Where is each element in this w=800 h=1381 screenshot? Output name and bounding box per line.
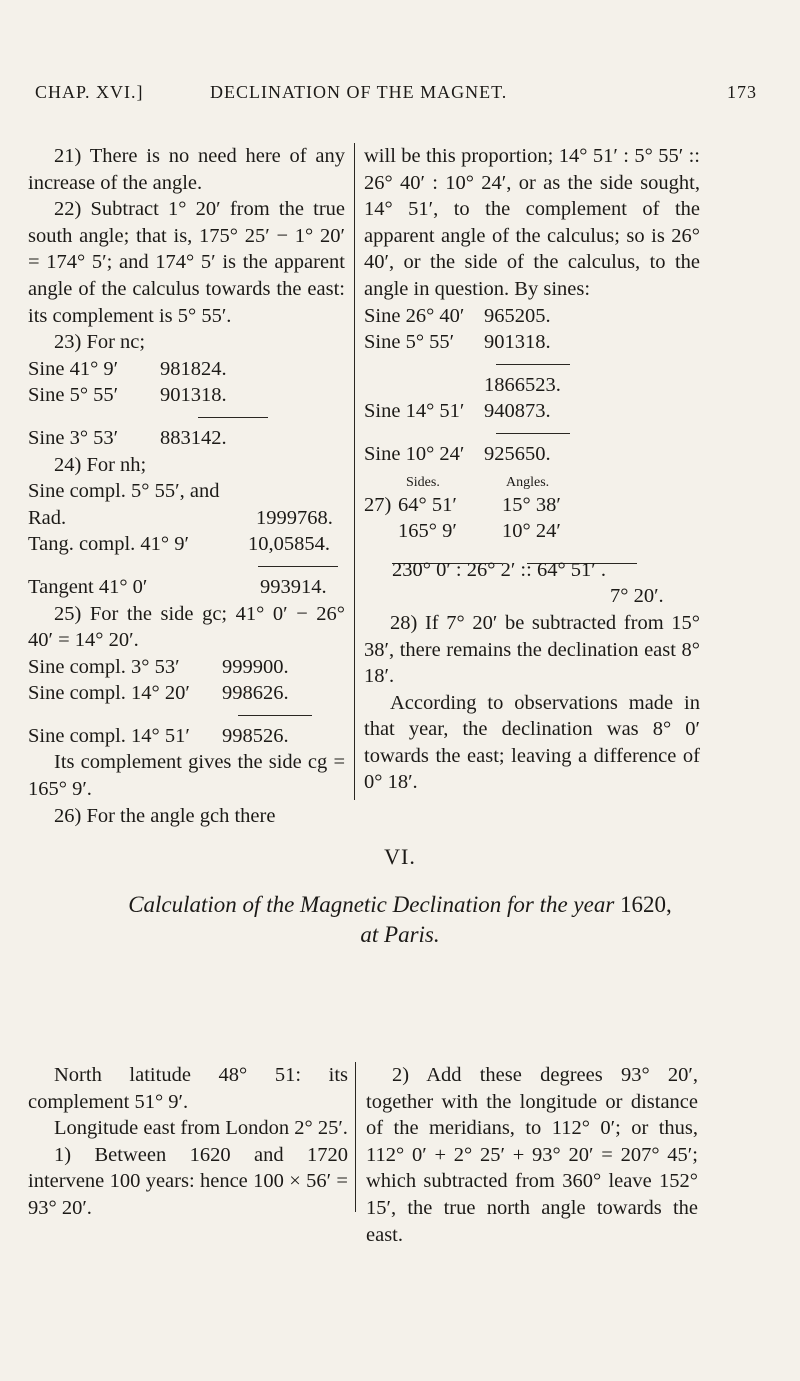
calc-row: Sine 26° 40′ 965205.	[364, 304, 551, 327]
paragraph-25-end: Its complement gives the side cg = 165° 9′.	[28, 751, 345, 801]
calc-row: 1866523.	[484, 373, 561, 396]
calc-row: Sine 3° 53′ 883142.	[28, 426, 227, 449]
table-row: 165° 9′ 10° 24′	[398, 520, 561, 543]
proportion-line: 230° 0′ : 26° 2′ :: 64° 51′ .	[392, 558, 607, 581]
calc-row: Sine compl. 14° 20′ 998626.	[28, 682, 289, 705]
paragraph-28: 28) If 7° 20′ be subtracted from 15° 38′, there remains the declination east 8° 18′.	[364, 611, 700, 688]
paragraph-25: 25) For the side gc; 41° 0′ − 26° 40′ = 14° 20′.	[28, 602, 345, 652]
sum-rule	[496, 433, 570, 434]
calc-row: Tang. compl. 41° 9′ 10,05854.	[28, 533, 330, 556]
sum-rule	[238, 715, 312, 716]
paragraph-22: 22) Subtract 1° 20′ from the true south angle; that is, 175° 25′ − 1° 20′ = 174° 5′; and 174° 5′ is the apparent angle of the calculus towards the east: its complement is 5° 55′.	[28, 198, 345, 327]
sum-rule	[496, 364, 570, 365]
calc-row: Sine compl. 5° 55′, and	[28, 480, 220, 503]
paragraph-latitude: North latitude 48° 51: its complement 51° 9′.	[28, 1064, 348, 1113]
calc-row: Sine 5° 55′ 901318.	[28, 384, 227, 407]
paragraph-1: 1) Between 1620 and 1720 intervene 100 years: hence 100 × 56′ = 93° 20′.	[28, 1143, 348, 1219]
sum-rule	[258, 566, 338, 567]
paragraph-21: 21) There is no need here of any increase of the angle.	[28, 145, 345, 194]
table-header: Sides. Angles.	[406, 474, 550, 490]
proportion-result: 7° 20′.	[610, 585, 664, 608]
calc-row: Tangent 41° 0′ 993914.	[28, 575, 327, 598]
paragraph-2: 2) Add these degrees 93° 20′, together with the longitude or distance of the meridians, to 112° 0′; or thus, 112° 0′ + 2° 25′ + 93° 20′ = 207° 45′; which subtracted from 360° leave 152° 15′, the true north angle towards the east.	[366, 1064, 698, 1246]
running-title: DECLINATION OF THE MAGNET.	[210, 82, 508, 102]
calc-row: Rad. 1999768.	[28, 506, 333, 529]
section-title: Calculation of the Magnetic Declination for the year 1620, at Paris.	[128, 892, 672, 947]
calc-row: Sine 14° 51′ 940873.	[364, 400, 551, 423]
paragraph-26: 26) For the angle gch there	[54, 804, 276, 827]
section-number: VI.	[384, 844, 416, 869]
column-divider	[355, 1062, 356, 1212]
top-right-column	[364, 143, 700, 796]
chapter-label: CHAP. XVI.]	[35, 82, 144, 102]
top-left-column	[28, 143, 345, 829]
calc-row: Sine 5° 55′ 901318.	[364, 331, 551, 354]
paragraph-23-head: 23) For nc;	[54, 331, 146, 354]
paragraph-observations: According to observations made in that year, the declination was 8° 0′ towards the east; leaving a difference of 0° 18′.	[364, 691, 700, 794]
calc-row: Sine 10° 24′ 925650.	[364, 442, 551, 465]
bottom-left-column	[28, 1062, 348, 1222]
page-number: 173	[727, 82, 757, 102]
calc-row: Sine compl. 3° 53′ 999900.	[28, 655, 289, 678]
column-divider	[354, 143, 355, 800]
table-rules	[364, 545, 700, 557]
calc-row: Sine compl. 14° 51′ 998526.	[28, 724, 289, 747]
paragraph-24-head: 24) For nh;	[54, 453, 147, 476]
paragraph-26-cont: will be this proportion; 14° 51′ : 5° 55′ :: 26° 40′ : 10° 24′, or as the side sought, 14° 51′, to the complement of the apparent angle of the calculus; so is 26° 40′, or the side of the calculus, to the angle in question. By sines:	[364, 145, 700, 300]
calc-row: Sine 41° 9′ 981824.	[28, 357, 227, 380]
paragraph-longitude: Longitude east from London 2° 25′.	[54, 1117, 348, 1140]
bottom-right-column	[366, 1062, 698, 1248]
running-header	[35, 82, 765, 116]
table-row: 27) 64° 51′ 15° 38′	[364, 493, 561, 516]
sum-rule	[198, 417, 268, 418]
